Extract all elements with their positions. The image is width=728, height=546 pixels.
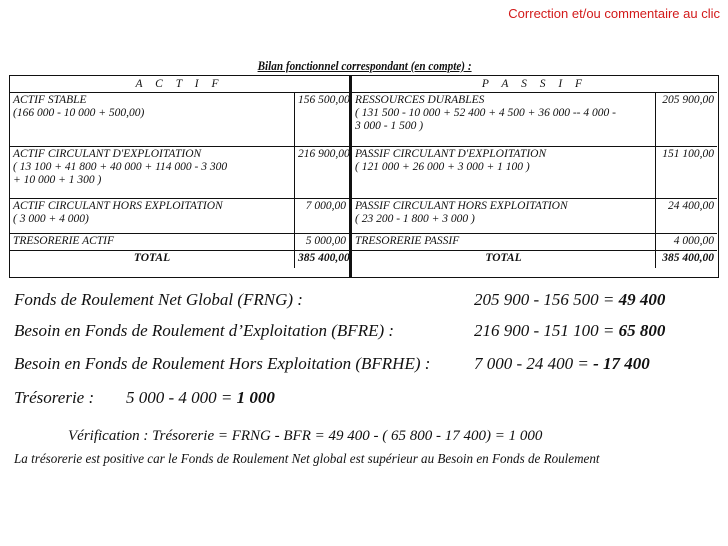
row-amount: 385 400,00 xyxy=(655,251,717,268)
passif-row-ressources-durables xyxy=(352,93,717,147)
conclusion-line: La trésorerie est positive car le Fonds de Roulement Net global est supérieur au Besoin en Fonds de Roulement xyxy=(14,452,600,467)
row-amount: 4 000,00 xyxy=(655,234,717,250)
row-amount: 156 500,00 xyxy=(294,93,349,146)
correction-link[interactable]: Correction et/ou commentaire au clic xyxy=(508,6,720,21)
row-label xyxy=(10,199,294,233)
row-label-line: + 10 000 + 1 300 ) xyxy=(13,174,102,186)
row-label xyxy=(352,234,655,250)
calc-formula xyxy=(474,321,665,341)
row-label-line: ( 23 200 - 1 800 + 3 000 ) xyxy=(355,213,475,225)
row-label-line: (166 000 - 10 000 + 500,00) xyxy=(13,107,145,119)
row-label-line: PASSIF CIRCULANT D'EXPLOITATION xyxy=(355,148,547,160)
calc-label: Fonds de Roulement Net Global (FRNG) : xyxy=(14,290,303,309)
row-label xyxy=(10,147,294,198)
row-label xyxy=(10,234,294,250)
row-amount: 24 400,00 xyxy=(655,199,717,233)
calc-expression: 205 900 - 156 500 = xyxy=(474,290,615,309)
row-label-line: ACTIF CIRCULANT HORS EXPLOITATION xyxy=(13,200,223,212)
row-amount: 7 000,00 xyxy=(294,199,349,233)
row-label xyxy=(352,199,655,233)
passif-heading: P A S S I F xyxy=(352,76,717,93)
actif-row-total xyxy=(10,251,349,268)
row-amount: 205 900,00 xyxy=(655,93,717,146)
row-label-line: RESSOURCES DURABLES xyxy=(355,94,485,106)
passif-row-circulant-exploitation xyxy=(352,147,717,199)
row-label-line: PASSIF CIRCULANT HORS EXPLOITATION xyxy=(355,200,568,212)
row-label xyxy=(352,93,655,146)
calc-expression: 5 000 - 4 000 = xyxy=(126,388,233,407)
row-label-line: ( 131 500 - 10 000 + 52 400 + 4 500 + 36 000 -- 4 000 - xyxy=(355,107,616,119)
row-label-line: ACTIF CIRCULANT D'EXPLOITATION xyxy=(13,148,202,160)
row-amount: 216 900,00 xyxy=(294,147,349,198)
row-label xyxy=(10,251,294,268)
calc-formula xyxy=(126,388,275,408)
calc-result: - 17 400 xyxy=(593,354,650,373)
calc-result: 1 000 xyxy=(236,388,275,407)
row-label-line: ( 121 000 + 26 000 + 3 000 + 1 100 ) xyxy=(355,161,530,173)
actif-column xyxy=(10,76,352,277)
actif-row-circulant-hors-exploitation xyxy=(10,199,349,234)
actif-row-circulant-exploitation xyxy=(10,147,349,199)
calc-label: Besoin en Fonds de Roulement Hors Exploitation (BFRHE) : xyxy=(14,354,431,373)
verification-line: Vérification : Trésorerie = FRNG - BFR = 49 400 - ( 65 800 - 17 400) = 1 000 xyxy=(68,428,543,444)
row-amount: 385 400,00 xyxy=(294,251,349,268)
calc-label: Trésorerie : xyxy=(14,388,95,407)
actif-row-tresorerie xyxy=(10,234,349,251)
bilan-table xyxy=(9,75,719,278)
calc-result: 49 400 xyxy=(618,290,666,309)
row-label-line: ( 13 100 + 41 800 + 40 000 + 114 000 - 3 300 xyxy=(13,161,228,173)
row-label-line: 3 000 - 1 500 ) xyxy=(355,120,424,132)
bilan-title: Bilan fonctionnel correspondant (en compte) : xyxy=(257,58,472,73)
calc-formula xyxy=(474,290,665,310)
calc-result: 65 800 xyxy=(618,321,666,340)
calc-label: Besoin en Fonds de Roulement d’Exploitation (BFRE) : xyxy=(14,321,395,340)
passif-row-total xyxy=(352,251,717,268)
passif-row-tresorerie xyxy=(352,234,717,251)
calc-expression: 216 900 - 151 100 = xyxy=(474,321,615,340)
row-label-line: ACTIF STABLE xyxy=(13,94,87,106)
row-amount: 151 100,00 xyxy=(655,147,717,198)
row-label-line: TOTAL xyxy=(133,252,171,264)
passif-row-circulant-hors-exploitation xyxy=(352,199,717,234)
actif-row-actif-stable xyxy=(10,93,349,147)
passif-column xyxy=(352,76,717,277)
row-amount: 5 000,00 xyxy=(294,234,349,250)
calc-expression: 7 000 - 24 400 = xyxy=(474,354,589,373)
calc-formula xyxy=(474,354,650,374)
row-label-line: TOTAL xyxy=(485,252,522,264)
row-label-line: TRESORERIE PASSIF xyxy=(355,235,460,247)
row-label xyxy=(352,147,655,198)
row-label-line: ( 3 000 + 4 000) xyxy=(13,213,89,225)
row-label xyxy=(10,93,294,146)
row-label-line: TRESORERIE ACTIF xyxy=(13,235,115,247)
row-label xyxy=(352,251,655,268)
actif-heading: A C T I F xyxy=(10,76,349,93)
